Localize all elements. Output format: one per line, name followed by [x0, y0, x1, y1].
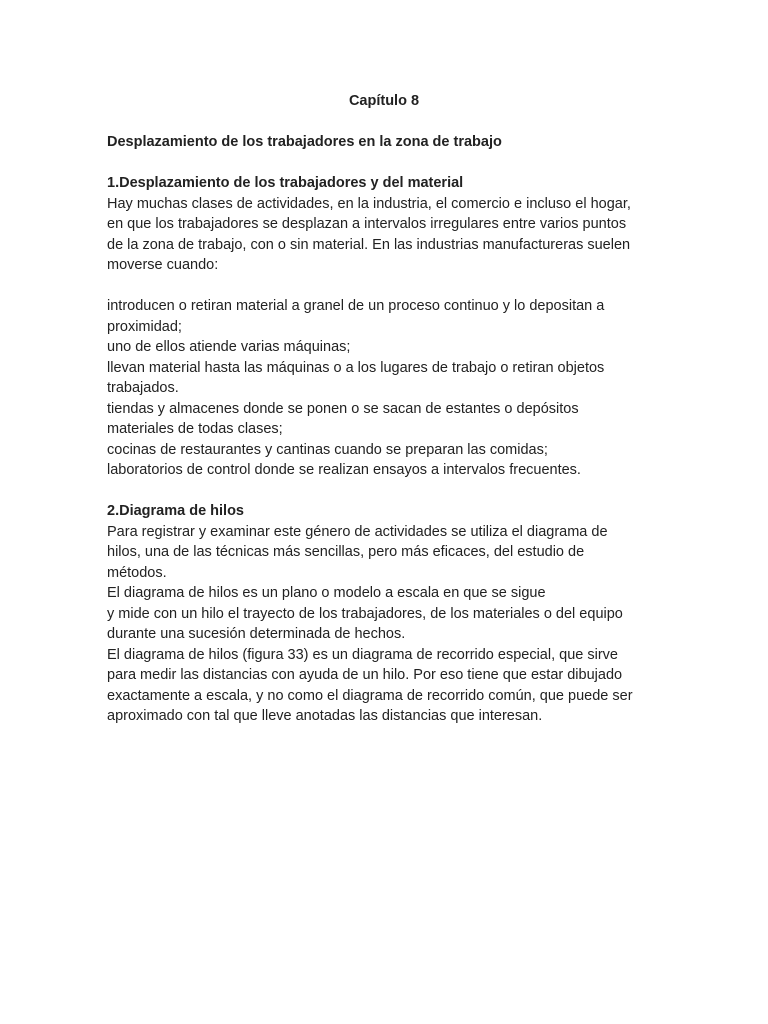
spacer — [107, 276, 667, 297]
section1-intro-line: en que los trabajadores se desplazan a intervalos irregulares entre varios puntos — [107, 216, 627, 232]
section1-list-line: laboratorios de control donde se realizan ensayos a intervalos frecuentes. — [107, 462, 581, 478]
spacer — [107, 153, 667, 174]
section2-line: y mide con un hilo el trayecto de los trabajadores, de los materiales o del equipo — [107, 605, 623, 622]
spacer — [107, 481, 667, 502]
section1-list-line: llevan material hasta las máquinas o a los lugares de trabajo o retiran objetos — [107, 359, 605, 376]
section1-list-line: introducen o retiran material a granel de un proceso continuo y lo depositan a — [107, 298, 605, 314]
section1-intro-line: moverse cuando: — [107, 257, 219, 273]
section2-line: durante una sucesión determinada de hechos. — [107, 626, 406, 642]
section2-line: Para registrar y examinar este género de actividades se utiliza el diagrama de — [107, 523, 608, 540]
section2-line: hilos, una de las técnicas más sencillas, pero más eficaces, del estudio de — [107, 544, 585, 560]
section1-list-line: cocinas de restaurantes y cantinas cuando se preparan las comidas; — [107, 441, 548, 458]
section1-list-line: uno de ellos atiende varias máquinas; — [107, 339, 351, 355]
section1-list-line: trabajados. — [107, 380, 179, 396]
section2-line: exactamente a escala, y no como el diagrama de recorrido común, que puede ser — [107, 687, 633, 704]
section2-line: métodos. — [107, 564, 167, 581]
section2-line: El diagrama de hilos (figura 33) es un diagrama de recorrido especial, que sirve — [107, 646, 618, 663]
section1-list-line: proximidad; — [107, 318, 182, 335]
section2-line: El diagrama de hilos es un plano o modelo a escala en que se sigue — [107, 585, 546, 601]
section2-line: aproximado con tal que lleve anotadas las distancias que interesan. — [107, 708, 543, 724]
section2-line: para medir las distancias con ayuda de un hilo. Por eso tiene que estar dibujado — [107, 667, 623, 683]
section2-heading: 2.Diagrama de hilos — [107, 503, 244, 519]
section1-list-line: materiales de todas clases; — [107, 421, 283, 437]
section1-intro-line: Hay muchas clases de actividades, en la industria, el comercio e incluso el hogar, — [107, 195, 631, 212]
chapter-title — [0, 91, 768, 111]
document-body — [107, 132, 667, 727]
chapter-title-text: Capítulo 8 — [348, 93, 420, 109]
section1-heading: 1.Desplazamiento de los trabajadores y del material — [107, 175, 464, 191]
section1-list-line: tiendas y almacenes donde se ponen o se sacan de estantes o depósitos — [107, 400, 579, 417]
section1-intro-line: de la zona de trabajo, con o sin material. En las industrias manufactureras suelen — [107, 236, 631, 253]
main-title: Desplazamiento de los trabajadores en la zona de trabajo — [107, 134, 502, 150]
